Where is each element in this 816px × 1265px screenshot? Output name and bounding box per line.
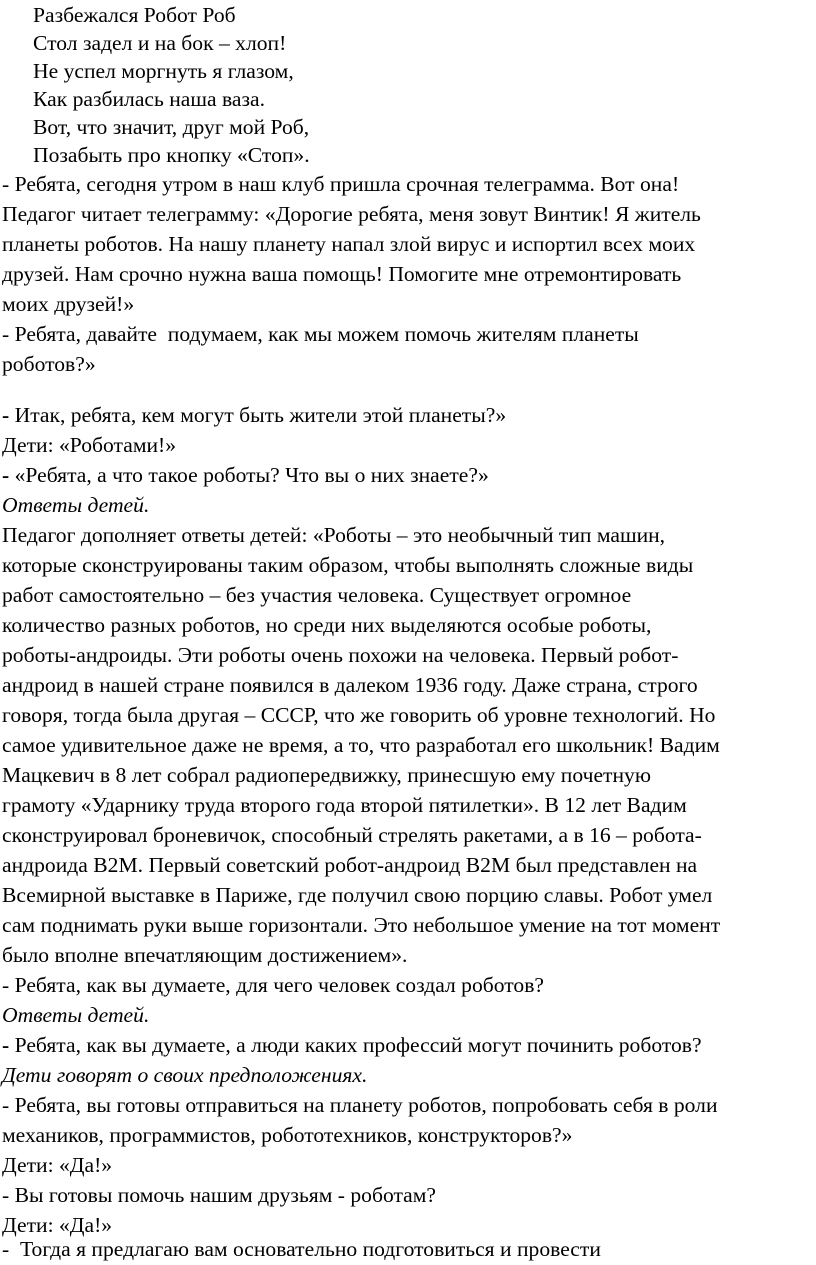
paragraph-line: моих друзей!» (2, 292, 135, 316)
question-line: механиков, программистов, робототехников, конструкторов?» (2, 1123, 573, 1147)
paragraph-line: Педагог дополняет ответы детей: «Роботы – это необычный тип машин, (2, 523, 666, 547)
paragraph-line: друзей. Нам срочно нужна ваша помощь! Помогите мне отремонтировать (2, 262, 682, 286)
paragraph-line: количество разных роботов, но среди них выделяются особые роботы, (2, 613, 652, 637)
paragraph-line: - Ребята, давайте подумаем, как мы можем помочь жителям планеты (2, 322, 639, 346)
question-line (2, 400, 506, 431)
paragraph-line: - Ребята, сегодня утром в наш клуб пришла срочная телеграмма. Вот она! (2, 172, 680, 196)
paragraph-line: было вполне впечатляющим достижением». (2, 943, 408, 967)
question-text: Итак, ребята, кем могут быть жители этой планеты?» (9, 403, 507, 427)
answers-label: Ответы детей. (2, 1003, 150, 1027)
paragraph-line: сам поднимать руки выше горизонтали. Это небольшое умение на тот момент (2, 913, 721, 937)
question-text: «Ребята, а что такое роботы? Что вы о них знаете?» (9, 463, 489, 487)
paragraph-line: андроид в нашей стране появился в далеком 1936 году. Даже страна, строго (2, 673, 698, 697)
paragraph-line: Всемирной выставке в Париже, где получил свою порцию славы. Робот умел (2, 883, 713, 907)
question-text: Ребята, как вы думаете, а люди каких профессий могут починить роботов? (9, 1033, 702, 1057)
paragraph-line: говоря, тогда была другая – СССР, что же говорить об уровне технологий. Но (2, 703, 716, 727)
paragraph-line: которые сконструированы таким образом, чтобы выполнять сложные виды (2, 553, 694, 577)
paragraph-line: планеты роботов. На нашу планету напал злой вирус и испортил всех моих (2, 232, 696, 256)
paragraph-line: - Тогда я предлагаю вам основательно подготовиться и провести (2, 1237, 601, 1261)
answer-line: Дети: «Роботами!» (2, 433, 177, 457)
paragraph-line: роботов?» (2, 352, 96, 376)
guesses-label: Дети говорят о своих предположениях. (2, 1063, 368, 1087)
answers-label: Ответы детей. (2, 493, 150, 517)
question-line: - Ребята, как вы думаете, для чего человек создал роботов? (2, 973, 544, 997)
paragraph-line: работ самостоятельно – без участия человека. Существует огромное (2, 583, 632, 607)
question-line (2, 460, 489, 491)
question-line (2, 1030, 702, 1061)
dash: - (2, 1033, 10, 1057)
dash: - (2, 463, 10, 487)
paragraph-line: Мацкевич в 8 лет собрал радиопередвижку, принесшую ему почетную (2, 763, 651, 787)
question-line: - Ребята, вы готовы отправиться на планету роботов, попробовать себя в роли (2, 1093, 718, 1117)
poem-line: Разбежался Робот Роб (33, 3, 236, 27)
poem-line: Как разбилась наша ваза. (33, 87, 265, 111)
question-line: - Вы готовы помочь нашим друзьям - роботам? (2, 1183, 437, 1207)
poem-line: Позабыть про кнопку «Стоп». (33, 143, 310, 167)
paragraph-line: роботы-андроиды. Эти роботы очень похожи на человека. Первый робот- (2, 643, 679, 667)
paragraph-line: Педагог читает телеграмму: «Дорогие ребята, меня зовут Винтик! Я житель (2, 202, 701, 226)
paragraph-line: самое удивительное даже не время, а то, что разработал его школьник! Вадим (2, 733, 720, 757)
poem-line: Вот, что значит, друг мой Роб, (33, 115, 310, 139)
poem-line: Не успел моргнуть я глазом, (33, 59, 294, 83)
answer-line: Дети: «Да!» (2, 1153, 113, 1177)
paragraph-line: сконструировал броневичок, способный стрелять ракетами, а в 16 – робота- (2, 823, 702, 847)
paragraph-line: андроида В2М. Первый советский робот-андроид В2М был представлен на (2, 853, 698, 877)
poem-line: Стол задел и на бок – хлоп! (33, 31, 287, 55)
paragraph-line: грамоту «Ударнику труда второго года второй пятилетки». В 12 лет Вадим (2, 793, 687, 817)
dash: - (2, 403, 10, 427)
answer-line: Дети: «Да!» (2, 1213, 113, 1237)
